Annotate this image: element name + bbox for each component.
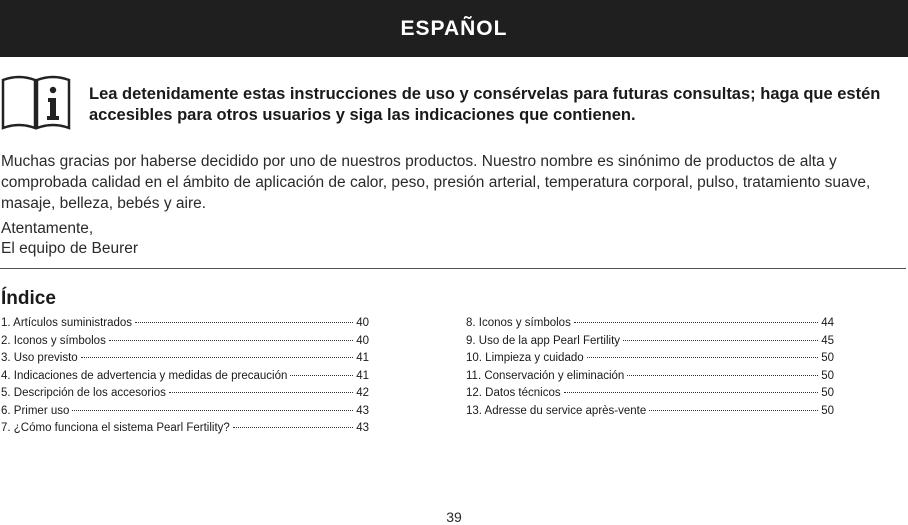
intro-paragraph: Muchas gracias por haberse decidido por uno de nuestros productos. Nuestro nombre es sinónimo de productos de alta y comprobada calidad en el ámbito de aplicación de calor, peso, presión arterial, temperatura corporal, pulso, tratamiento suave, masaje, belleza, bebés y aire. — [1, 153, 871, 212]
index-title: Índice — [1, 288, 56, 309]
page-number: 39 — [446, 509, 462, 525]
toc-entry[interactable]: 10. Limpieza y cuidado 50 — [466, 352, 834, 364]
section-divider — [0, 268, 906, 269]
language-header — [0, 0, 908, 57]
toc-entry[interactable]: 8. Iconos y símbolos 44 — [466, 317, 834, 329]
toc-entry[interactable]: 5. Descripción de los accesorios 42 — [1, 387, 369, 399]
toc-entry[interactable]: 3. Uso previsto 41 — [1, 352, 369, 364]
language-title: ESPAÑOL — [400, 16, 508, 40]
toc-entry[interactable]: 12. Datos técnicos 50 — [466, 387, 834, 399]
closing-signature — [1, 219, 401, 259]
toc-entry[interactable]: 1. Artículos suministrados 40 — [1, 317, 369, 329]
closing-greeting: Atentamente, — [1, 220, 94, 237]
toc-entry[interactable]: 9. Uso de la app Pearl Fertility 45 — [466, 334, 834, 347]
toc-entry[interactable]: 7. ¿Cómo funciona el sistema Pearl Fertility? 43 — [1, 422, 369, 434]
read-instructions-notice: Lea detenidamente estas instrucciones de uso y consérvelas para futuras consultas; haga que estén accesibles para otros usuarios y siga las indicaciones que contienen. — [89, 85, 881, 124]
toc-entry[interactable]: 4. Indicaciones de advertencia y medidas de precaución 41 — [1, 369, 369, 382]
toc-left-column — [1, 315, 369, 438]
toc-entry[interactable]: 2. Iconos y símbolos 40 — [1, 334, 369, 347]
toc-right-column — [466, 315, 834, 420]
closing-team: El equipo de Beurer — [1, 240, 139, 257]
info-book-icon — [1, 72, 71, 130]
toc-entry[interactable]: 13. Adresse du service après-vente 50 — [466, 404, 834, 417]
toc-entry[interactable]: 11. Conservación y eliminación 50 — [466, 369, 834, 382]
toc-entry[interactable]: 6. Primer uso 43 — [1, 404, 369, 417]
